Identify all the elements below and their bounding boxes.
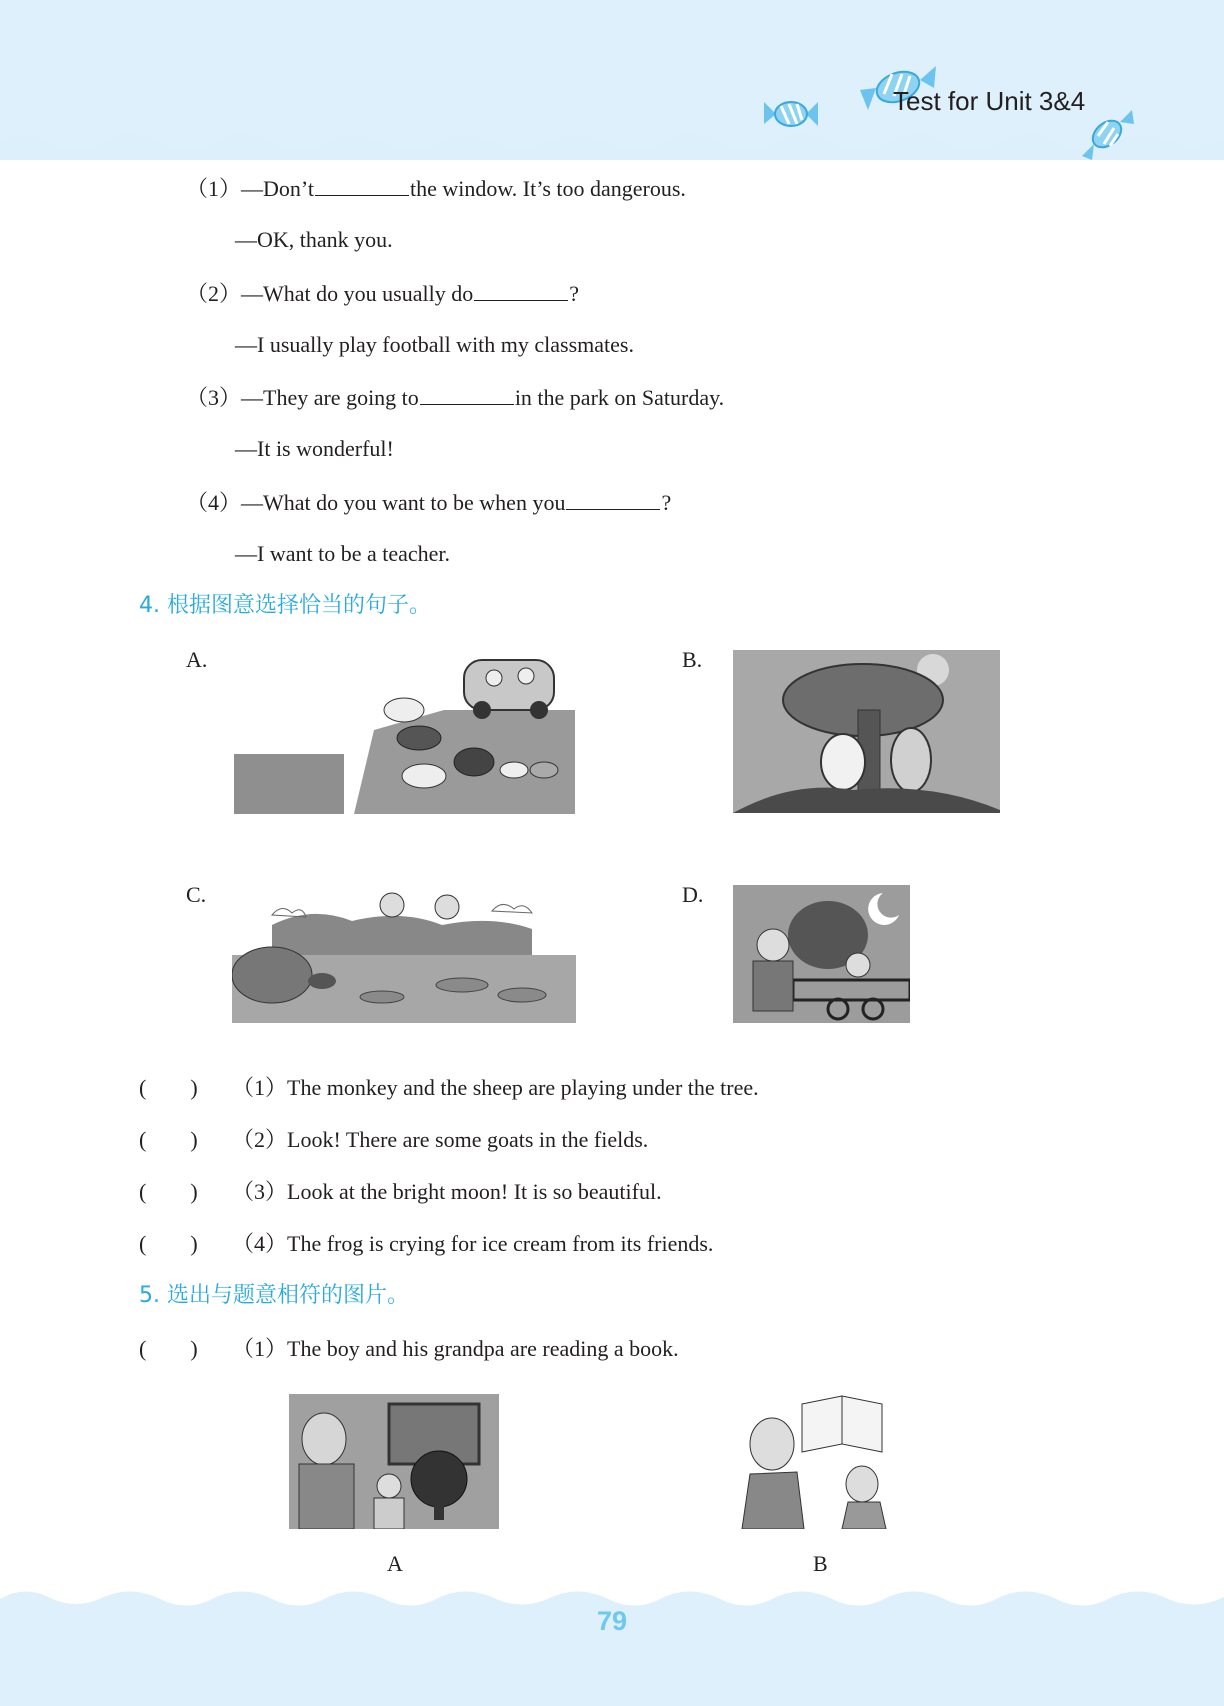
- section3-item-2-question: （2）—What do you usually do ?: [186, 281, 579, 306]
- picture-d-moon-night: [733, 885, 910, 1023]
- option-label-d: D.: [682, 882, 704, 907]
- picture-label-a: A: [387, 1551, 403, 1576]
- section4-question-3: （3）Look at the bright moon! It is so beautiful.: [232, 1179, 662, 1204]
- picture-label-b: B: [813, 1551, 828, 1576]
- section3-item-3-answer: —It is wonderful!: [235, 436, 394, 461]
- section4-question-2: （2）Look! There are some goats in the fields.: [232, 1127, 649, 1152]
- section3-item-2-answer: —I usually play football with my classmates.: [235, 332, 634, 357]
- section3-item-1-answer: —OK, thank you.: [235, 227, 393, 252]
- section3-item-1-question: （1）—Don’t the window. It’s too dangerous.: [186, 176, 686, 201]
- answer-paren[interactable]: ( ): [139, 1231, 198, 1256]
- option-label-a: A.: [186, 647, 208, 672]
- footer-band: [0, 1585, 1224, 1706]
- answer-paren[interactable]: ( ): [139, 1179, 198, 1204]
- answer-paren[interactable]: ( ): [139, 1127, 198, 1152]
- section4-question-1: （1）The monkey and the sheep are playing under the tree.: [232, 1075, 759, 1100]
- candy-icon: [1078, 106, 1136, 162]
- picture-b-reading: [722, 1394, 900, 1529]
- picture-c-frog-pond: [232, 885, 576, 1023]
- picture-a-globe: [289, 1394, 499, 1529]
- picture-a-goats-cliff: [234, 650, 575, 814]
- section3-item-4-answer: —I want to be a teacher.: [235, 541, 451, 566]
- option-label-c: C.: [186, 882, 207, 907]
- page-number: 79: [596, 1606, 628, 1636]
- answer-paren[interactable]: ( ): [139, 1075, 198, 1100]
- unit-title: Test for Unit 3&4: [893, 86, 1086, 116]
- answer-blank[interactable]: [566, 491, 660, 510]
- answer-blank[interactable]: [315, 177, 409, 196]
- answer-blank[interactable]: [420, 386, 514, 405]
- section3-item-3-question: （3）—They are going to in the park on Saturday.: [186, 385, 725, 410]
- section5-title: 5. 选出与题意相符的图片。: [139, 1283, 409, 1308]
- option-label-b: B.: [682, 647, 703, 672]
- section3-item-4-question: （4）—What do you want to be when you ?: [186, 490, 672, 515]
- picture-b-monkey-sheep-tree: [733, 650, 1000, 813]
- candy-icon: [762, 94, 820, 134]
- answer-paren[interactable]: ( ): [139, 1336, 198, 1361]
- section4-title: 4. 根据图意选择恰当的句子。: [139, 593, 431, 618]
- section5-question-1: （1）The boy and his grandpa are reading a book.: [232, 1336, 679, 1361]
- section4-question-4: （4）The frog is crying for ice cream from its friends.: [232, 1231, 714, 1256]
- answer-blank[interactable]: [474, 282, 568, 301]
